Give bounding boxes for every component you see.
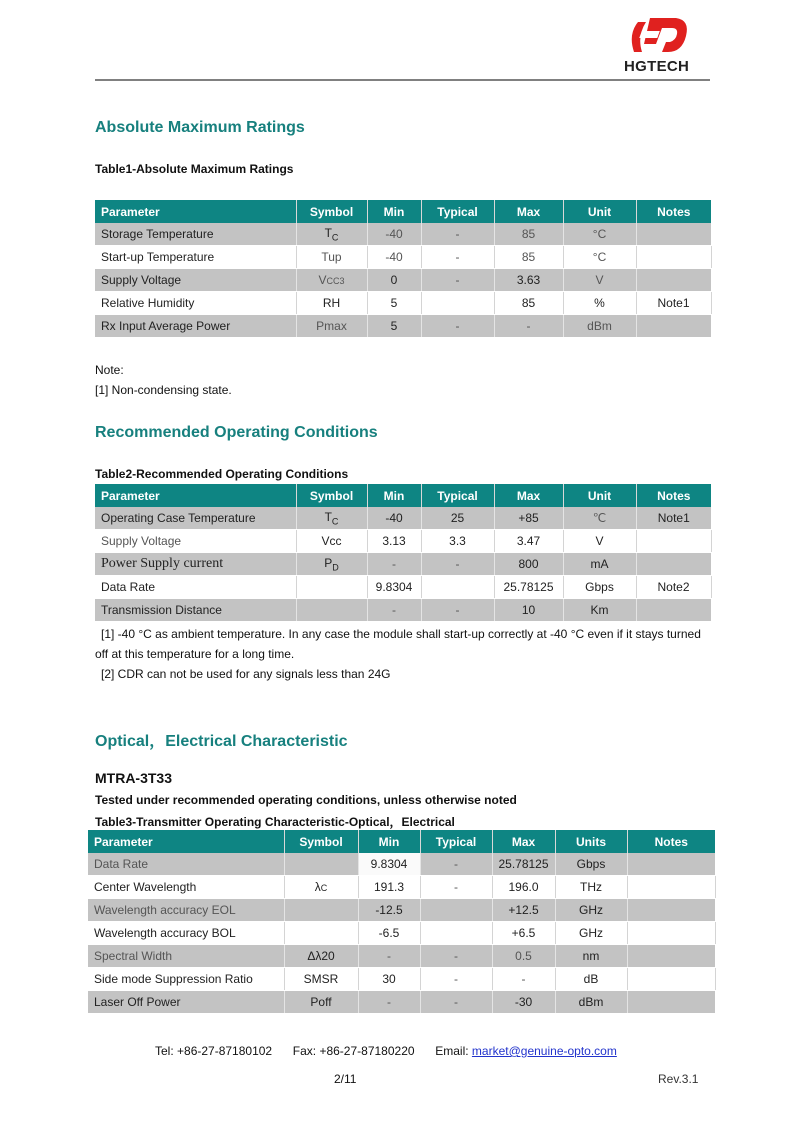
cell-unit: Gbps [555, 853, 627, 876]
cell-symbol: λC [284, 876, 358, 899]
col-header: Min [358, 830, 420, 853]
table1-note-label: Note: [95, 363, 124, 377]
col-header: Units [555, 830, 627, 853]
cell-min: 0 [367, 269, 421, 292]
cell-min: -40 [367, 246, 421, 269]
col-header: Symbol [296, 484, 367, 507]
table-row [95, 599, 711, 622]
col-header: Min [367, 200, 421, 223]
model-name: MTRA-3T33 [95, 770, 173, 786]
cell-typical: - [420, 968, 492, 991]
cell-notes [636, 269, 711, 292]
table-header-row [95, 484, 711, 507]
cell-symbol: Δλ20 [284, 945, 358, 968]
col-header: Typical [421, 484, 494, 507]
table1-caption: Table1-Absolute Maximum Ratings [95, 162, 294, 176]
table3-caption: Table3-Transmitter Operating Characteristic-Optical，Electrical [95, 815, 455, 829]
footer-fax: Fax: +86-27-87180220 [292, 1044, 415, 1058]
section-title-absolute-max: Absolute Maximum Ratings [95, 119, 305, 136]
col-header: Symbol [284, 830, 358, 853]
table-row [95, 576, 711, 599]
table-recommended-operating-conditions [95, 484, 712, 622]
cell-min: 5 [367, 315, 421, 338]
cell-typical: 3.3 [421, 530, 494, 553]
col-header: Max [494, 484, 563, 507]
col-header: Symbol [296, 200, 367, 223]
cell-parameter: Data Rate [88, 853, 284, 876]
cell-min: 5 [367, 292, 421, 315]
table-row [88, 922, 715, 945]
cell-symbol: Poff [284, 991, 358, 1014]
cell-typical: - [421, 599, 494, 622]
cell-notes [636, 553, 711, 576]
cell-parameter: Transmission Distance [95, 599, 296, 622]
cell-symbol [284, 922, 358, 945]
cell-min: - [358, 991, 420, 1014]
cell-parameter: Side mode Suppression Ratio [88, 968, 284, 991]
footer-email-link[interactable]: market@genuine-opto.com [471, 1044, 617, 1058]
cell-unit: nm [555, 945, 627, 968]
cell-max: 800 [494, 553, 563, 576]
cell-max: 0.5 [492, 945, 555, 968]
table-row [95, 315, 711, 338]
cell-notes [627, 876, 715, 899]
table-row [95, 269, 711, 292]
col-header: Parameter [95, 200, 296, 223]
cell-typical [420, 922, 492, 945]
table2-caption: Table2-Recommended Operating Conditions [95, 467, 349, 481]
cell-symbol [296, 576, 367, 599]
cell-parameter: Spectral Width [88, 945, 284, 968]
cell-unit: V [563, 269, 636, 292]
table-row [95, 223, 711, 246]
cell-max: 85 [494, 223, 563, 246]
table-row [88, 991, 715, 1014]
cell-parameter: Laser Off Power [88, 991, 284, 1014]
cell-max: +12.5 [492, 899, 555, 922]
cell-parameter: Operating Case Temperature [95, 507, 296, 530]
table-row [88, 853, 715, 876]
revision: Rev.3.1 [658, 1072, 699, 1086]
cell-max: 3.63 [494, 269, 563, 292]
col-header: Notes [627, 830, 715, 853]
table-header-row [88, 830, 715, 853]
cell-min: 3.13 [367, 530, 421, 553]
table-header-row [95, 200, 711, 223]
cell-max: 3.47 [494, 530, 563, 553]
cell-max: 10 [494, 599, 563, 622]
cell-symbol: RH [296, 292, 367, 315]
cell-notes: Note1 [636, 292, 711, 315]
table2-note-2: [2] CDR can not be used for any signals less than 24G [101, 667, 391, 681]
cell-unit: dBm [555, 991, 627, 1014]
table-row [88, 945, 715, 968]
cell-symbol [284, 899, 358, 922]
cell-max: 25.78125 [494, 576, 563, 599]
cell-notes [636, 223, 711, 246]
cell-max: 85 [494, 246, 563, 269]
cell-parameter: Power Supply current [95, 553, 296, 576]
cell-min: 9.8304 [367, 576, 421, 599]
cell-max: -30 [492, 991, 555, 1014]
col-header: Unit [563, 484, 636, 507]
section-title-recommended-operating: Recommended Operating Conditions [95, 424, 378, 441]
cell-symbol: $T_C$ [296, 223, 367, 246]
cell-parameter: Wavelength accuracy BOL [88, 922, 284, 945]
cell-unit: dB [555, 968, 627, 991]
table1-note-1: [1] Non-condensing state. [95, 383, 232, 397]
hgtech-logo-icon [624, 14, 694, 56]
cell-min: -40 [367, 507, 421, 530]
col-header: Min [367, 484, 421, 507]
table-row [88, 899, 715, 922]
table2-note-1-cont: off at this temperature for a long time. [95, 647, 295, 661]
cell-unit: % [563, 292, 636, 315]
cell-symbol: $P_D$ [296, 553, 367, 576]
cell-notes: Note1 [636, 507, 711, 530]
cell-parameter: Wavelength accuracy EOL [88, 899, 284, 922]
cell-symbol [296, 599, 367, 622]
cell-parameter: Supply Voltage [95, 269, 296, 292]
cell-typical: - [420, 991, 492, 1014]
col-header: Typical [421, 200, 494, 223]
cell-typical: - [421, 269, 494, 292]
table-row [95, 553, 711, 576]
cell-min: -12.5 [358, 899, 420, 922]
table-row [95, 292, 711, 315]
cell-parameter: Storage Temperature [95, 223, 296, 246]
header-divider [95, 79, 710, 81]
cell-parameter: Rx Input Average Power [95, 315, 296, 338]
cell-parameter: Supply Voltage [95, 530, 296, 553]
cell-typical: - [421, 223, 494, 246]
cell-parameter: Data Rate [95, 576, 296, 599]
cell-symbol: Vcc [296, 530, 367, 553]
col-header: Notes [636, 200, 711, 223]
cell-min: 9.8304 [358, 853, 420, 876]
cell-unit: °C [563, 246, 636, 269]
cell-typical [420, 899, 492, 922]
cell-notes [636, 599, 711, 622]
col-header: Notes [636, 484, 711, 507]
cell-max: 25.78125 [492, 853, 555, 876]
cell-min: - [358, 945, 420, 968]
cell-unit: Gbps [563, 576, 636, 599]
cell-typical: - [421, 246, 494, 269]
section-title-optical-electrical: Optical，Electrical Characteristic [95, 733, 348, 750]
cell-parameter: Start-up Temperature [95, 246, 296, 269]
cell-parameter: Relative Humidity [95, 292, 296, 315]
footer-email-label: Email: [435, 1044, 469, 1058]
cell-max: +6.5 [492, 922, 555, 945]
hgtech-logo [618, 14, 698, 78]
cell-min: -40 [367, 223, 421, 246]
cell-min: 191.3 [358, 876, 420, 899]
cell-unit: V [563, 530, 636, 553]
cell-typical: - [420, 853, 492, 876]
cell-unit: °C [563, 223, 636, 246]
cell-notes [636, 246, 711, 269]
cell-notes [627, 922, 715, 945]
cell-unit: THz [555, 876, 627, 899]
cell-max: 85 [494, 292, 563, 315]
cell-typical [421, 292, 494, 315]
cell-unit: ℃ [563, 507, 636, 530]
cell-max: - [492, 968, 555, 991]
cell-max: - [494, 315, 563, 338]
cell-notes [627, 853, 715, 876]
table-row [95, 507, 711, 530]
test-condition-text: Tested under recommended operating conditions, unless otherwise noted [95, 793, 517, 807]
col-header: Unit [563, 200, 636, 223]
cell-typical: - [421, 315, 494, 338]
footer-tel: Tel: +86-27-87180102 [155, 1044, 273, 1058]
cell-max: 196.0 [492, 876, 555, 899]
table-row [95, 246, 711, 269]
col-header: Parameter [95, 484, 296, 507]
cell-typical: - [421, 553, 494, 576]
cell-symbol: $T_C$ [296, 507, 367, 530]
col-header: Max [492, 830, 555, 853]
table-transmitter-characteristic [88, 830, 716, 1014]
table-row [95, 530, 711, 553]
cell-min: - [367, 599, 421, 622]
cell-symbol: VCC3 [296, 269, 367, 292]
cell-typical: - [420, 945, 492, 968]
cell-symbol: Pmax [296, 315, 367, 338]
cell-unit: GHz [555, 922, 627, 945]
cell-max: +85 [494, 507, 563, 530]
cell-unit: dBm [563, 315, 636, 338]
cell-notes [627, 968, 715, 991]
table2-note-1: [1] -40 °C as ambient temperature. In any case the module shall start-up correctly at -40 °C even if it stays turned [101, 627, 701, 641]
cell-typical: 25 [421, 507, 494, 530]
cell-notes [636, 315, 711, 338]
page-number: 2/11 [334, 1072, 357, 1086]
cell-typical [421, 576, 494, 599]
cell-min: -6.5 [358, 922, 420, 945]
cell-parameter: Center Wavelength [88, 876, 284, 899]
cell-symbol: Tup [296, 246, 367, 269]
cell-notes [636, 530, 711, 553]
cell-min: - [367, 553, 421, 576]
table-absolute-max-ratings [95, 200, 712, 338]
cell-symbol: SMSR [284, 968, 358, 991]
cell-unit: GHz [555, 899, 627, 922]
col-header: Max [494, 200, 563, 223]
cell-typical: - [420, 876, 492, 899]
cell-notes [627, 899, 715, 922]
cell-min: 30 [358, 968, 420, 991]
cell-notes [627, 991, 715, 1014]
col-header: Typical [420, 830, 492, 853]
table-row [88, 968, 715, 991]
cell-unit: Km [563, 599, 636, 622]
footer-contact [155, 1044, 617, 1058]
logo-text: HGTECH [624, 58, 690, 75]
cell-unit: mA [563, 553, 636, 576]
cell-symbol [284, 853, 358, 876]
table-row [88, 876, 715, 899]
col-header: Parameter [88, 830, 284, 853]
cell-notes: Note2 [636, 576, 711, 599]
cell-notes [627, 945, 715, 968]
